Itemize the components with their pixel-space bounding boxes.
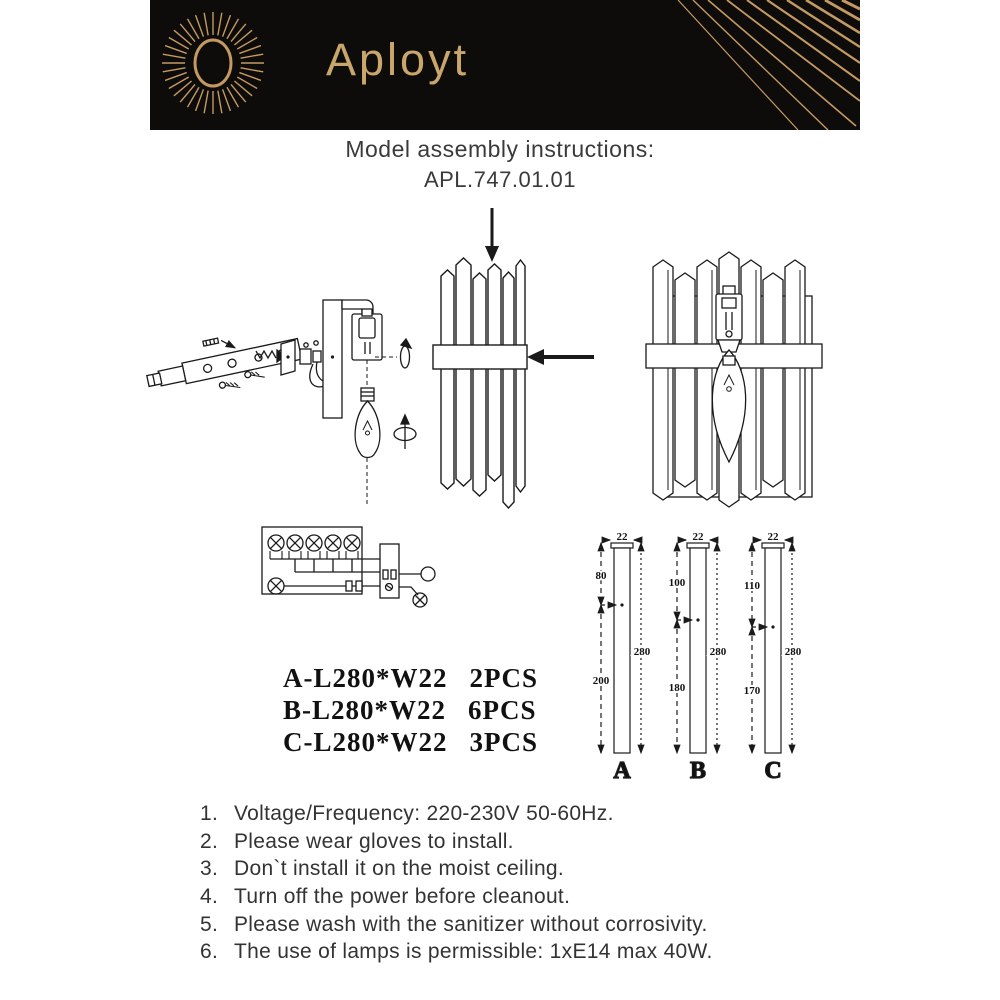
lamp-symbol-icon: [268, 535, 284, 551]
title-heading: Model assembly instructions:: [345, 136, 655, 162]
instruction-item: [200, 800, 860, 828]
lamp-socket: [716, 286, 742, 352]
dimension-bar-c: [744, 531, 802, 784]
dim-length-a: 280: [633, 646, 651, 658]
instruction-item: [200, 883, 860, 911]
bar-label-b: B: [689, 758, 707, 784]
instruction-number: 2.: [200, 829, 219, 853]
instruction-text: Please wear gloves to install.: [234, 829, 514, 853]
dim-length-b: 280: [709, 646, 727, 658]
dim-top-c: 110: [744, 580, 760, 592]
crystal-rod: [785, 260, 805, 500]
wall-mount-assembly-diagram: [142, 300, 416, 506]
dim-bottom-b: 180: [668, 682, 686, 694]
lamp-symbol-icon: [268, 578, 284, 594]
wall-plate: [323, 300, 342, 418]
crystal-rod: [516, 260, 525, 492]
lamp-symbol-icon: [287, 535, 303, 551]
dimension-bar-a: [593, 531, 651, 784]
part-qty: 6PCS: [468, 694, 537, 725]
dimension-bar-b: [669, 531, 727, 784]
lamp-socket: [352, 309, 382, 360]
crystal-rod: [456, 258, 471, 486]
instruction-item: [200, 855, 860, 883]
lamp-symbol-icon: [413, 593, 427, 607]
instruction-text: Don`t install it on the moist ceiling.: [234, 857, 565, 881]
instruction-number: 1.: [200, 801, 219, 825]
lamp-symbol-icon: [344, 535, 360, 551]
ground-symbol-icon: [421, 567, 435, 581]
instruction-item: [200, 938, 860, 966]
part-list: [283, 662, 538, 758]
mounting-band: [433, 345, 527, 369]
lamp-symbol-icon: [325, 535, 341, 551]
part-row: [283, 694, 538, 726]
dim-bottom-c: 170: [743, 685, 761, 697]
dim-width-c: 22: [767, 531, 779, 543]
rotate-arrow-icon: [401, 339, 412, 368]
dim-bottom-a: 200: [592, 675, 610, 687]
crystal-rod: [441, 270, 454, 489]
brand-logo-text: Aployt: [326, 34, 470, 85]
dim-width-b: 22: [692, 531, 704, 543]
instruction-text: Voltage/Frequency: 220-230V 50-60Hz.: [234, 801, 614, 825]
rotate-arrow-icon: [394, 415, 416, 449]
instruction-item: [200, 911, 860, 939]
screw-icon: [219, 379, 240, 392]
part-code: C-L280*W22: [283, 726, 448, 757]
instruction-text: Please wash with the sanitizer without corrosivity.: [234, 912, 708, 936]
instruction-number: 6.: [200, 940, 219, 964]
title-model-number: APL.747.01.01: [423, 167, 577, 192]
dim-length-c: 280: [784, 646, 802, 658]
instruction-number: 3.: [200, 857, 219, 881]
instruction-number: 5.: [200, 912, 219, 936]
wiring-diagram: [262, 527, 435, 607]
instruction-item: [200, 828, 860, 856]
dim-top-b: 100: [668, 577, 686, 589]
dim-width-a: 22: [616, 531, 628, 543]
instruction-number: 4.: [200, 884, 219, 908]
assembled-sconce-diagram: [646, 252, 822, 507]
crystal-rod: [763, 273, 783, 487]
bar-label-c: C: [764, 758, 782, 784]
screw-icon: [203, 335, 235, 354]
crystal-rod: [503, 272, 514, 508]
lamp-symbol-icon: [306, 535, 322, 551]
part-row: [283, 662, 538, 694]
instruction-text: The use of lamps is permissible: 1xE14 max 40W.: [234, 940, 713, 964]
bar-label-a: A: [613, 758, 631, 784]
crystal-rod: [473, 273, 486, 496]
part-code: A-L280*W22: [283, 662, 448, 693]
instruction-text: Turn off the power before cleanout.: [234, 884, 571, 908]
crystal-rod: [653, 260, 673, 500]
crystal-rod: [675, 273, 695, 487]
candle-bulb-icon: [355, 388, 380, 458]
part-qty: 2PCS: [469, 662, 539, 693]
dim-top-a: 80: [595, 570, 607, 582]
part-qty: 3PCS: [469, 726, 539, 757]
crystal-rod: [488, 264, 501, 481]
part-row: [283, 726, 538, 758]
crystal-rods-exploded-diagram: [433, 208, 594, 508]
part-code: B-L280*W22: [283, 694, 447, 725]
instruction-list: [200, 800, 860, 966]
